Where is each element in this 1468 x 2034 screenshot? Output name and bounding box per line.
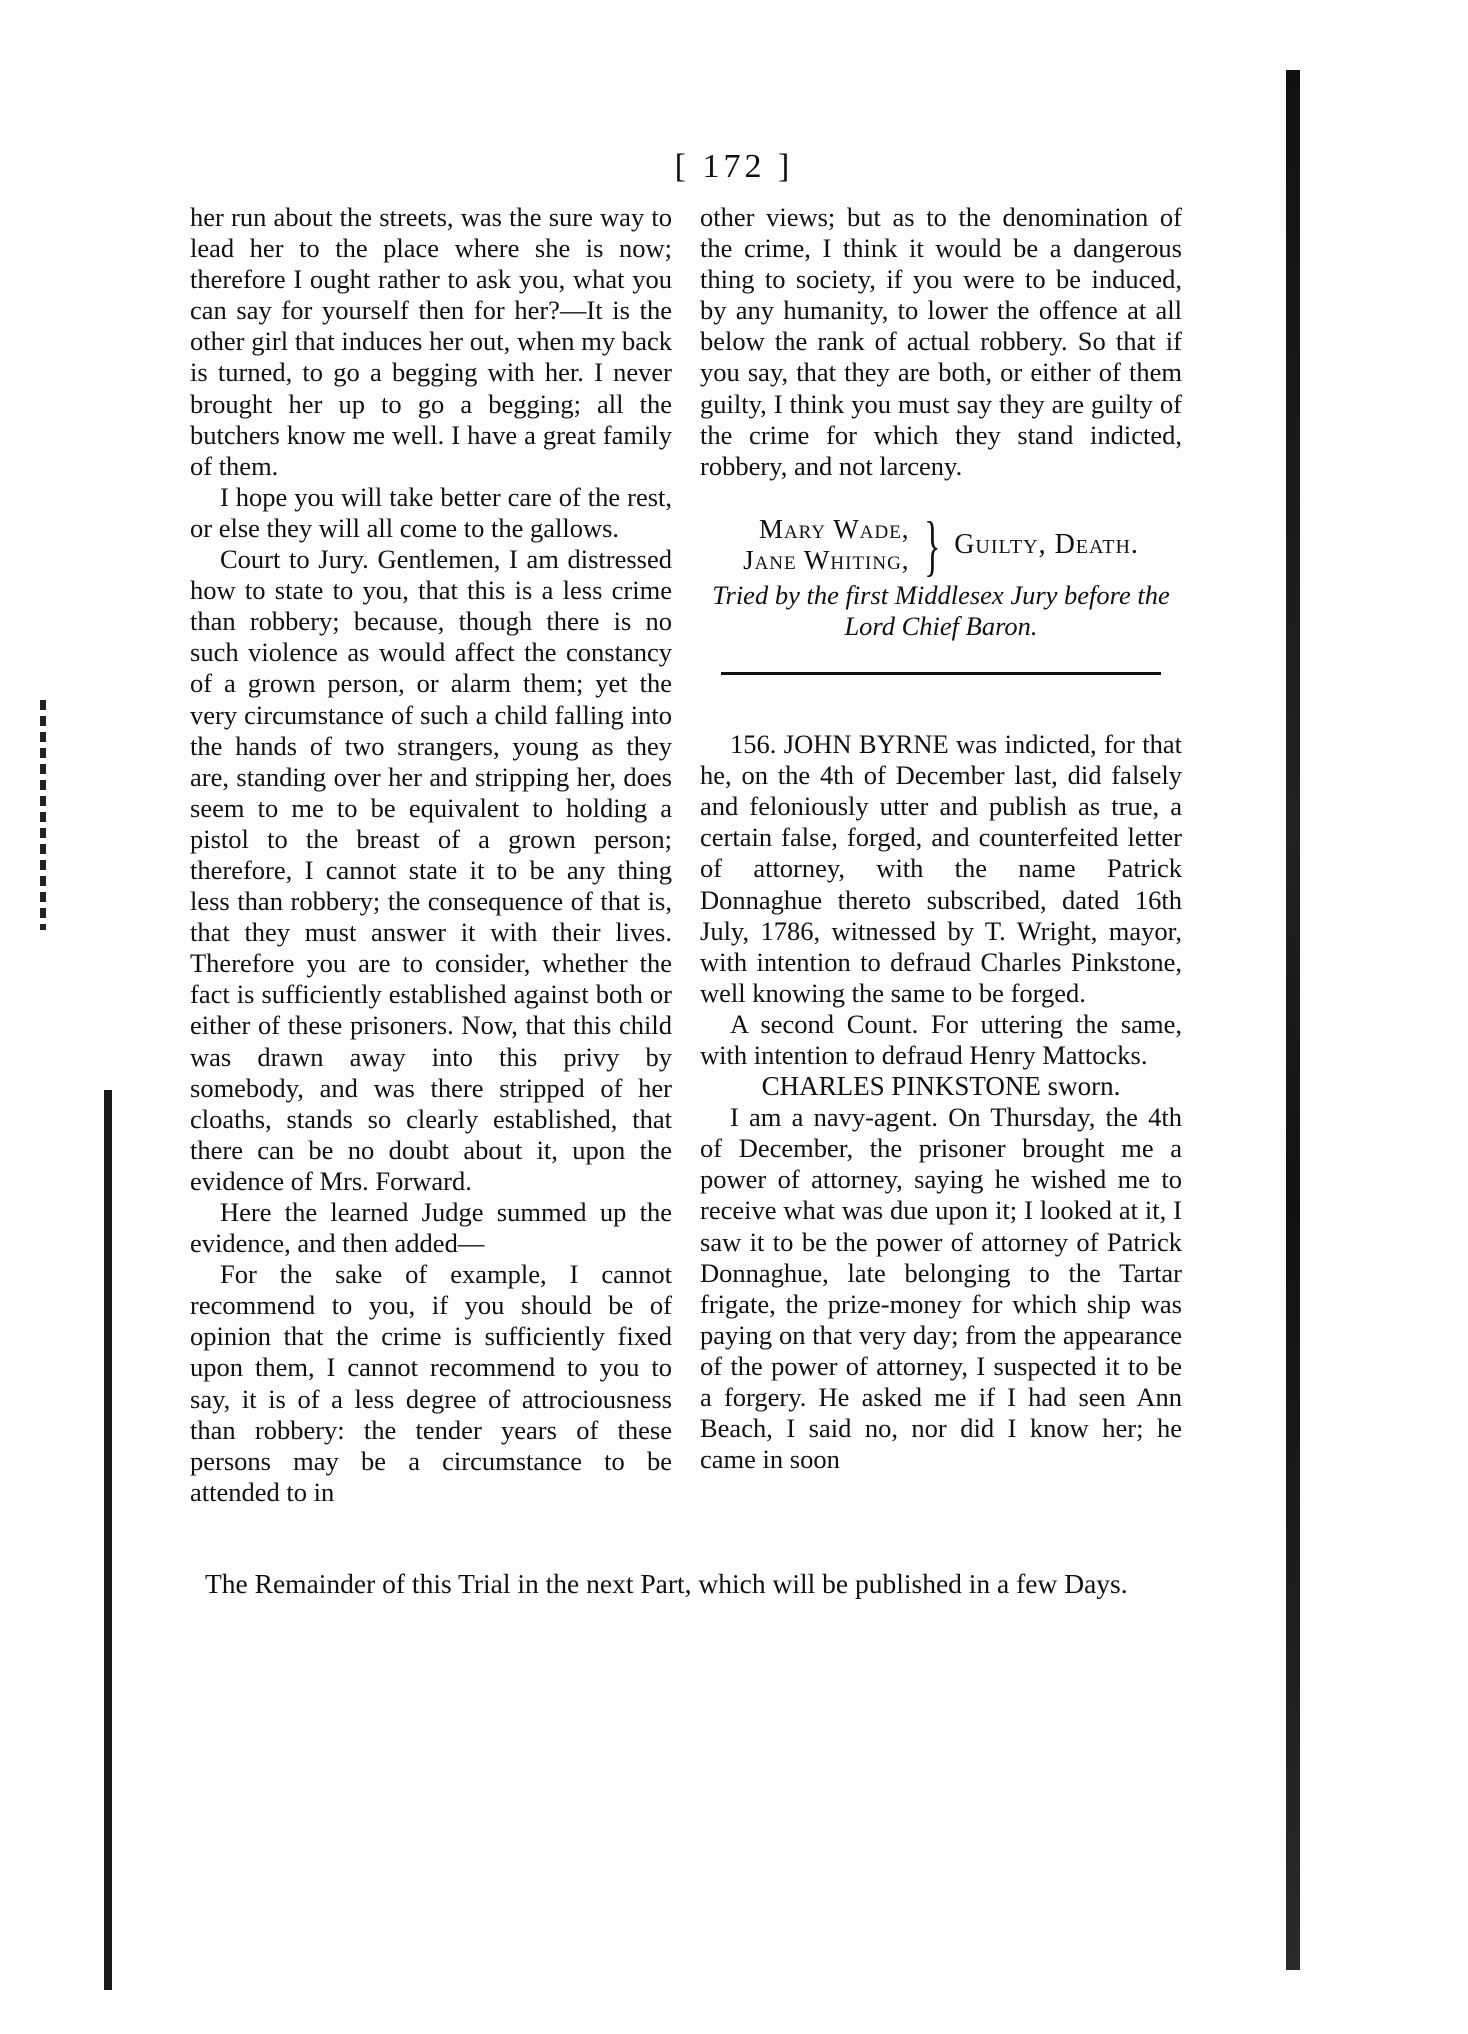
defendant-names: [743, 514, 909, 576]
paragraph: her run about the streets, was the sure way to lead her to the place where she is now; therefore I ought rather to ask you, what you can say for yourself then for her?—It is the other girl that induces her out, when my back is turned, to go a begging with her. I never brought her up to go a begging; all the butchers know me well. I have a great family of them.: [190, 202, 672, 481]
scan-margin-mark: [40, 700, 46, 930]
right-column: [700, 202, 1182, 1475]
case-paragraph: 156. JOHN BYRNE was indicted, for that he, on the 4th of December last, did falsely and feloniously utter and publish as true, a certain false, forged, and counterfeited letter of attorney, with the name Patrick Donnaghue thereto subscribed, dated 16th July, 1786, witnessed by T. Wright, mayor, with intention to defraud Charles Pinkstone, well knowing the same to be forged.: [700, 729, 1182, 1008]
paragraph: I hope you will take better care of the rest, or else they will all come to the gallows.: [190, 481, 672, 543]
footer-note: The Remainder of this Trial in the next Part, which will be published in a few Days.: [205, 1568, 1128, 1599]
verdict-block: [700, 506, 1182, 583]
defendant-name: Mary Wade,: [758, 513, 910, 544]
paragraph: For the sake of example, I cannot recommend to you, if you should be of opinion that the crime is sufficiently fixed upon them, I cannot recommend to you to say, it is of a less degree of attrociousness than robbery: the tender years of these persons may be a circumstance to be attended to in: [190, 1259, 672, 1507]
verdict-result: Guilty, Death.: [954, 529, 1139, 561]
section-divider: [721, 672, 1161, 675]
page-edge-shadow: [1286, 70, 1300, 1970]
paragraph: other views; but as to the denomination of the crime, I think it would be a dangerous thing to society, if you were to be induced, by any humanity, to lower the offence at all below the rank of actual robbery. So that if you say, that they are both, or either of them guilty, I think you must say they are guilty of the crime for which they stand indicted, robbery, and not larceny.: [700, 202, 1182, 481]
defendant-name: Jane Whiting,: [743, 544, 910, 575]
left-column: [190, 202, 672, 1508]
tried-note: Tried by the first Middlesex Jury before the Lord Chief Baron.: [712, 579, 1170, 641]
scan-margin-mark: [104, 1090, 112, 1990]
witness-heading: CHARLES PINKSTONE sworn.: [761, 1071, 1121, 1102]
paragraph: Court to Jury. Gentlemen, I am distressed how to state to you, that this is a less crime than robbery; because, though there is no such violence as would affect the constancy of a grown person, or alarm them; yet the very circumstance of such a child falling into the hands of two strangers, young as they are, standing over her and stripping her, does seem to me to be equivalent to holding a pistol to the breast of a grown person; therefore, I cannot state it to be any thing less than robbery; the consequence of that is, that they must answer it with their lives. Therefore you are to consider, whether the fact is sufficiently established against both or either of these prisoners. Now, that this child was drawn away into this privy by somebody, and was there stripped of her cloaths, stands so clearly established, that there can be no doubt about it, upon the evidence of Mrs. Forward.: [190, 544, 672, 1196]
page-number: [ 172 ]: [674, 148, 794, 185]
testimony: I am a navy-agent. On Thursday, the 4th of December, the prisoner brought me a power of attorney, saying he wished me to receive what was due upon it; I looked at it, I saw it to be the power of attorney of Patrick Donnaghue, late belonging to the Tartar frigate, the prize-money for which ship was paying on that very day; from the appearance of the power of attorney, I suspected it to be a forgery. He asked me if I had seen Ann Beach, I said no, nor did I know her; he came in soon: [700, 1102, 1182, 1475]
brace: }: [923, 506, 941, 583]
paragraph: Here the learned Judge summed up the evidence, and then added—: [190, 1197, 672, 1259]
second-count: A second Count. For uttering the same, with intention to defraud Henry Mattocks.: [700, 1008, 1182, 1070]
